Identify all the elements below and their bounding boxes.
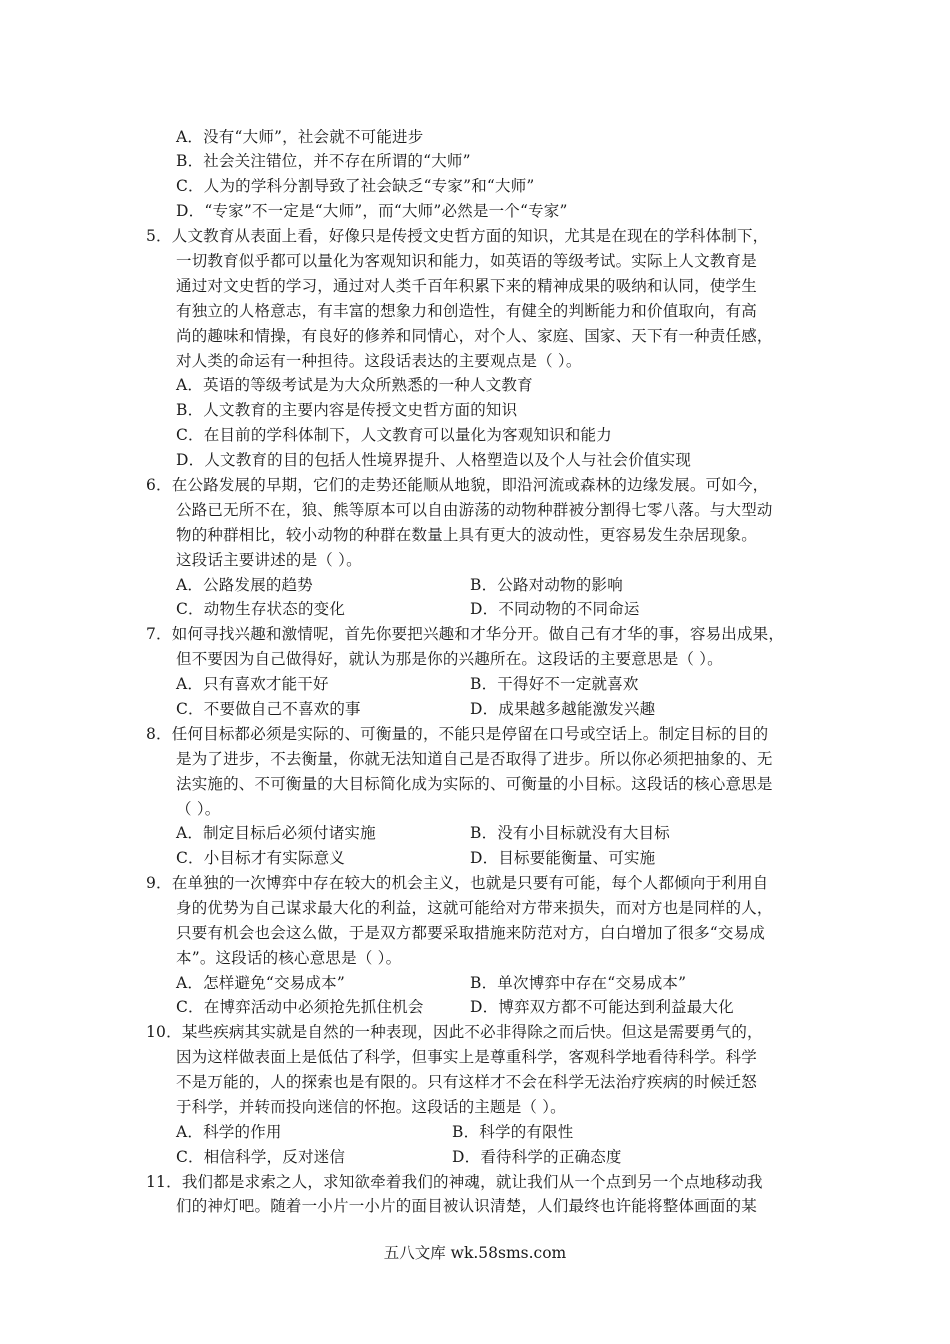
option-line: A．只有喜欢才能干好 (176, 675, 329, 693)
option-line: A．怎样避免“交易成本” (176, 974, 345, 992)
option-line: A．公路发展的趋势 (176, 576, 313, 594)
option-line: D．“专家”不一定是“大师”，而“大师”必然是一个“专家” (176, 202, 568, 220)
option-line: C．小目标才有实际意义 (176, 849, 346, 867)
question-line: 9．在单独的一次博弈中存在较大的机会主义，也就是只要有可能，每个人都倾向于利用自 (146, 874, 769, 892)
option-line: B．社会关注错位，并不存在所谓的“大师” (176, 152, 471, 170)
question-line: 只要有机会也会这么做，于是双方都要采取措施来防范对方，白白增加了很多“交易成 (176, 924, 766, 942)
question-line: 5．人文教育从表面上看，好像只是传授文史哲方面的知识，尤其是在现在的学科体制下， (146, 227, 769, 245)
option-line: B．干得好不一定就喜欢 (470, 675, 639, 693)
option-line: B．科学的有限性 (452, 1123, 574, 1141)
option-line: B．公路对动物的影响 (470, 576, 623, 594)
option-line: D．博弈双方都不可能达到利益最大化 (470, 998, 734, 1016)
option-line: D．成果越多越能激发兴趣 (470, 700, 656, 718)
question-line: 对人类的命运有一种担待。这段话表达的主要观点是（ ）。 (176, 352, 582, 370)
option-line: A．英语的等级考试是为大众所熟悉的一种人文教育 (176, 376, 533, 394)
option-line: D．看待科学的正确态度 (452, 1148, 622, 1166)
question-line: 一切教育似乎都可以量化为客观知识和能力，如英语的等级考试。实际上人文教育是 (176, 252, 757, 270)
question-line: 尚的趣味和情操，有良好的修养和同情心，对个人、家庭、国家、天下有一种责任感， (176, 327, 773, 345)
question-line: 物的种群相比，较小动物的种群在数量上具有更大的波动性，更容易发生杂居现象。 (176, 526, 757, 544)
question-line: 公路已无所不在，狼、熊等原本可以自由游荡的动物种群被分割得七零八落。与大型动 (176, 501, 773, 519)
question-line: 6．在公路发展的早期，它们的走势还能顺从地貌，即沿河流或森林的边缘发展。可如今， (146, 476, 769, 494)
option-line: C．相信科学，反对迷信 (176, 1148, 346, 1166)
question-line: 身的优势为自己谋求最大化的利益，这就可能给对方带来损失，而对方也是同样的人， (176, 899, 773, 917)
page-footer: 五八文库 wk.58sms.com (383, 1244, 567, 1262)
question-line: 有独立的人格意志，有丰富的想象力和创造性，有健全的判断能力和价值取向，有高 (176, 302, 757, 320)
question-line: 本”。这段话的核心意思是（ ）。 (176, 949, 402, 967)
option-line: B．没有小目标就没有大目标 (470, 824, 670, 842)
option-line: A．科学的作用 (176, 1123, 282, 1141)
question-line: 法实施的、不可衡量的大目标简化成为实际的、可衡量的小目标。这段话的核心意思是 (176, 775, 773, 793)
question-line: 们的神灯吧。随着一小片一小片的面目被认识清楚，人们最终也许能将整体画面的某 (176, 1197, 757, 1215)
question-line: 但不要因为自己做得好，就认为那是你的兴趣所在。这段话的主要意思是（ ）。 (176, 650, 723, 668)
question-line: 11．我们都是求索之人，求知欲牵着我们的神魂，就让我们从一个点到另一个点地移动我 (146, 1173, 763, 1191)
option-line: B．单次博弈中存在“交易成本” (470, 974, 687, 992)
option-line: C．动物生存状态的变化 (176, 600, 346, 618)
option-line: A．没有“大师”，社会就不可能进步 (176, 128, 424, 146)
question-line: 7．如何寻找兴趣和激情呢，首先你要把兴趣和才华分开。做自己有才华的事，容易出成果， (146, 625, 785, 643)
question-line: 不是万能的，人的探索也是有限的。只有这样才不会在科学无法治疗疾病的时候迁怒 (176, 1073, 757, 1091)
option-line: C．人为的学科分割导致了社会缺乏“专家”和“大师” (176, 177, 535, 195)
question-line: 10．某些疾病其实就是自然的一种表现，因此不必非得除之而后快。但这是需要勇气的， (146, 1023, 763, 1041)
question-line: （ ）。 (176, 800, 221, 818)
question-line: 是为了进步，不去衡量，你就无法知道自己是否取得了进步。所以你必须把抽象的、无 (176, 750, 773, 768)
option-line: C．在博弈活动中必须抢先抓住机会 (176, 998, 424, 1016)
option-line: A．制定目标后必须付诸实施 (176, 824, 376, 842)
question-line: 8．任何目标都必须是实际的、可衡量的，不能只是停留在口号或空话上。制定目标的目的 (146, 725, 769, 743)
question-line: 于科学，并转而投向迷信的怀抱。这段话的主题是（ ）。 (176, 1098, 566, 1116)
option-line: D．目标要能衡量、可实施 (470, 849, 656, 867)
option-line: B．人文教育的主要内容是传授文史哲方面的知识 (176, 401, 518, 419)
question-line: 因为这样做表面上是低估了科学，但事实上是尊重科学，客观科学地看待科学。科学 (176, 1048, 757, 1066)
option-line: C．不要做自己不喜欢的事 (176, 700, 361, 718)
option-line: D．不同动物的不同命运 (470, 600, 640, 618)
option-line: D．人文教育的目的包括人性境界提升、人格塑造以及个人与社会价值实现 (176, 451, 692, 469)
question-line: 通过对文史哲的学习，通过对人类千百年积累下来的精神成果的吸纳和认同，使学生 (176, 277, 757, 295)
option-line: C．在目前的学科体制下，人文教育可以量化为客观知识和能力 (176, 426, 612, 444)
question-line: 这段话主要讲述的是（ ）。 (176, 551, 362, 569)
